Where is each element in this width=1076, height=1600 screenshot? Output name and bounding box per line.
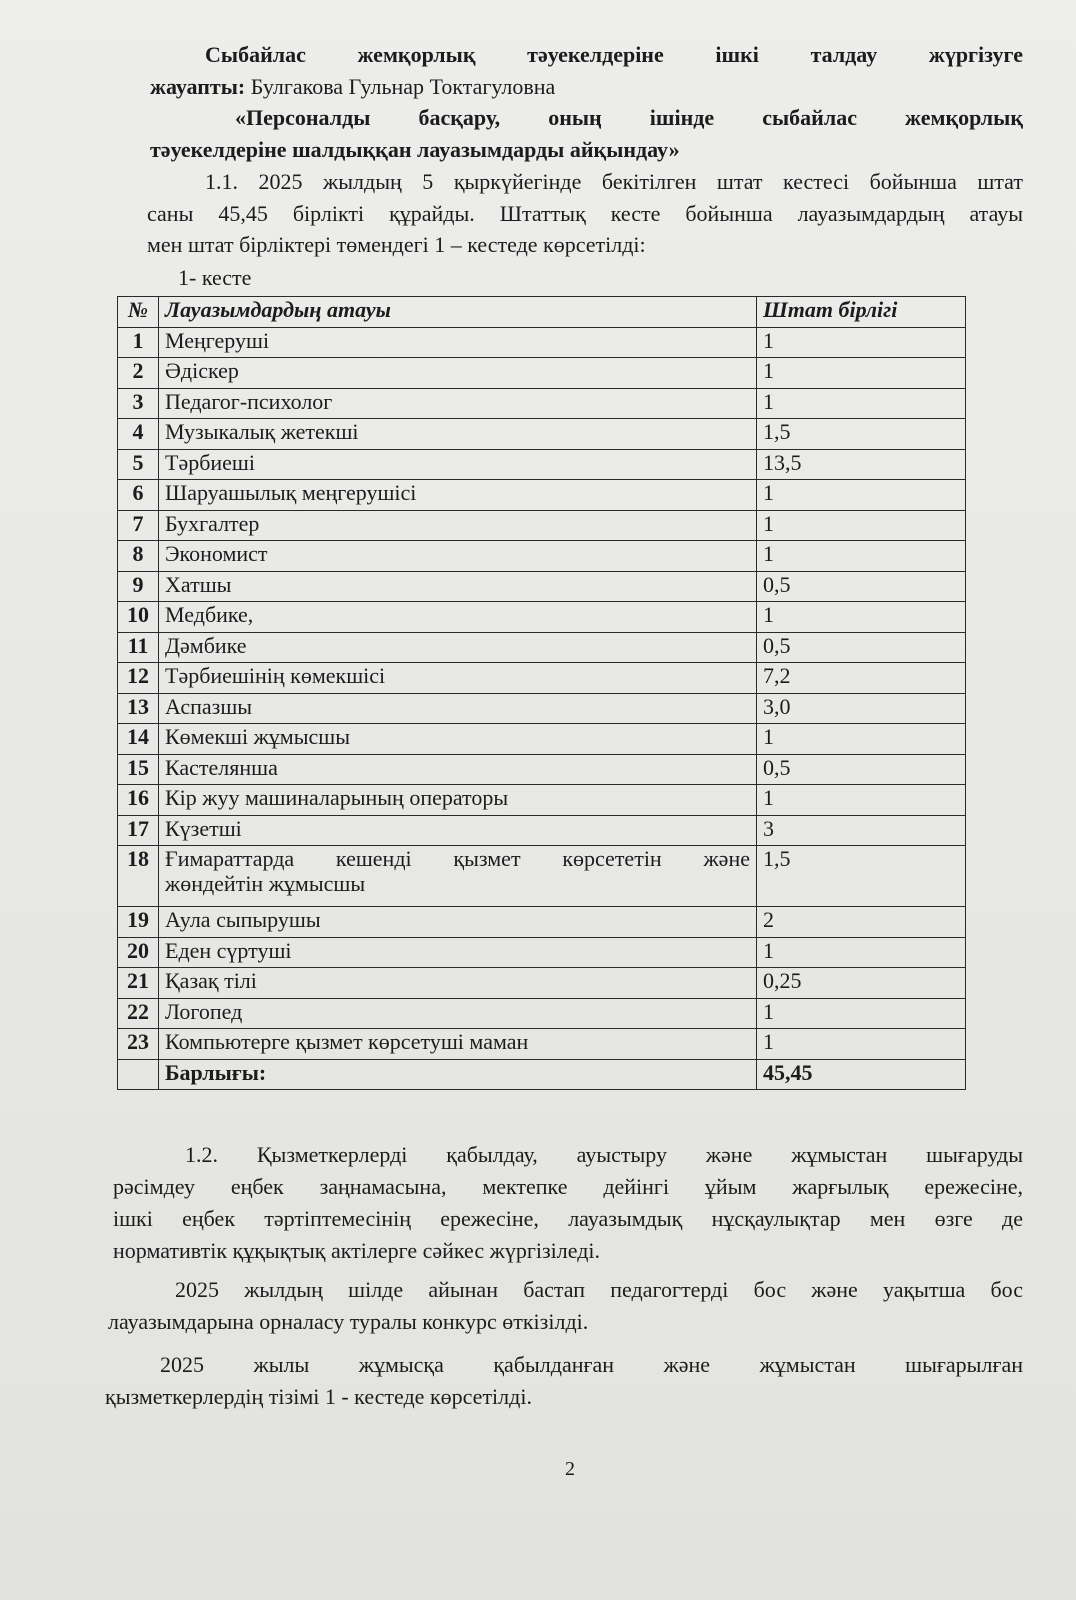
row-name: Кастелянша <box>159 754 757 785</box>
row-name: Еден сүртуші <box>159 937 757 968</box>
row-units: 3,0 <box>757 693 966 724</box>
row-num: 12 <box>118 663 159 694</box>
row-name: Хатшы <box>159 571 757 602</box>
row-name: Көмекші жұмысшы <box>159 724 757 755</box>
row-num: 20 <box>118 937 159 968</box>
table-header-row <box>118 297 966 328</box>
table-row <box>118 937 966 968</box>
table-row <box>118 907 966 938</box>
row-name-line2: жөндейтін жұмысшы <box>165 871 366 896</box>
row-units: 0,5 <box>757 754 966 785</box>
row-num: 16 <box>118 785 159 816</box>
total-value: 45,45 <box>757 1059 966 1090</box>
table-row <box>118 510 966 541</box>
row-name-line1: Ғимараттарда кешенді қызмет көрсететін және <box>165 846 750 871</box>
row-units: 1,5 <box>757 846 966 907</box>
header-name: Лауазымдардың атауы <box>159 297 757 328</box>
total-label: Барлығы: <box>159 1059 757 1090</box>
row-num: 8 <box>118 541 159 572</box>
row-name: Меңгеруші <box>159 327 757 358</box>
row-units: 3 <box>757 815 966 846</box>
para-1-1-line3: мен штат бірліктері төмендегі 1 – кестеде көрсетілді: <box>147 232 646 257</box>
header-num: № <box>118 297 159 328</box>
row-units: 1 <box>757 388 966 419</box>
table-row <box>118 663 966 694</box>
row-num: 3 <box>118 388 159 419</box>
table-row <box>118 968 966 999</box>
table-row <box>118 480 966 511</box>
row-units: 0,25 <box>757 968 966 999</box>
row-units: 0,5 <box>757 632 966 663</box>
table-row <box>118 602 966 633</box>
row-name: Компьютерге қызмет көрсетуші маман <box>159 1029 757 1060</box>
row-units: 1 <box>757 998 966 1029</box>
row-units: 1 <box>757 937 966 968</box>
row-num: 13 <box>118 693 159 724</box>
row-num: 23 <box>118 1029 159 1060</box>
table-row <box>118 754 966 785</box>
table-row <box>118 632 966 663</box>
para-1-1-line2: саны 45,45 бірлікті құрайды. Штаттық кесте бойынша лауазымдардың атауы <box>147 201 1023 226</box>
row-name: Әдіскер <box>159 358 757 389</box>
row-units: 1 <box>757 541 966 572</box>
row-name: Қазақ тілі <box>159 968 757 999</box>
row-units: 1 <box>757 602 966 633</box>
table-row <box>118 998 966 1029</box>
row-num: 4 <box>118 419 159 450</box>
row-name <box>159 846 757 907</box>
row-name: Аула сыпырушы <box>159 907 757 938</box>
para-1-1-line1: 1.1. 2025 жылдың 5 қыркүйегінде бекітілген штат кестесі бойынша штат <box>205 169 1023 194</box>
row-name: Экономист <box>159 541 757 572</box>
row-units: 1 <box>757 327 966 358</box>
table-caption: 1- кесте <box>178 265 252 290</box>
row-num: 6 <box>118 480 159 511</box>
table-row <box>118 785 966 816</box>
row-units: 7,2 <box>757 663 966 694</box>
table-row <box>118 815 966 846</box>
row-num: 14 <box>118 724 159 755</box>
para-1-2-line3: ішкі еңбек тәртіптемесінің ережесіне, лауазымдық нұсқаулықтар мен өзге де <box>113 1206 1023 1231</box>
row-num: 5 <box>118 449 159 480</box>
row-name: Медбике, <box>159 602 757 633</box>
table-row <box>118 1029 966 1060</box>
row-name: Кір жуу машиналарының операторы <box>159 785 757 816</box>
para-1-2-line1: 1.2. Қызметкерлерді қабылдау, ауыстыру және жұмыстан шығаруды <box>185 1142 1023 1167</box>
row-name: Шаруашылық меңгерушісі <box>159 480 757 511</box>
responsible-person: Булгакова Гульнар Токтагуловна <box>250 74 556 99</box>
row-units: 0,5 <box>757 571 966 602</box>
table-row <box>118 419 966 450</box>
para-1-2-line4: нормативтік құқықтық актілерге сәйкес жүргізіледі. <box>113 1238 601 1263</box>
table-row <box>118 327 966 358</box>
responsible-line <box>150 72 1020 102</box>
row-name: Күзетші <box>159 815 757 846</box>
table-total-row <box>118 1059 966 1090</box>
section-title-line2: тәуекелдеріне шалдыққан лауазымдарды айқындау» <box>150 137 680 162</box>
staff-table <box>117 296 966 1090</box>
row-num: 2 <box>118 358 159 389</box>
row-name: Тәрбиеші <box>159 449 757 480</box>
row-units: 1 <box>757 1029 966 1060</box>
row-units: 1,5 <box>757 419 966 450</box>
row-units: 1 <box>757 510 966 541</box>
row-num: 15 <box>118 754 159 785</box>
para-1-2-line2: рәсімдеу еңбек заңнамасына, мектепке дейінгі ұйым жарғылық ережесіне, <box>113 1174 1023 1199</box>
table-row <box>118 724 966 755</box>
table-row <box>118 693 966 724</box>
header-units: Штат бірлігі <box>757 297 966 328</box>
row-units: 1 <box>757 785 966 816</box>
row-units: 1 <box>757 480 966 511</box>
row-units: 1 <box>757 358 966 389</box>
row-num: 9 <box>118 571 159 602</box>
row-num: 22 <box>118 998 159 1029</box>
row-num: 7 <box>118 510 159 541</box>
table-row <box>118 358 966 389</box>
para-contest-line1: 2025 жылдың шілде айынан бастап педагогтерді бос және уақытша бос <box>175 1277 1023 1302</box>
row-num: 19 <box>118 907 159 938</box>
row-num: 18 <box>118 846 159 907</box>
table-row <box>118 449 966 480</box>
table-row <box>118 571 966 602</box>
row-name: Музыкалық жетекші <box>159 419 757 450</box>
para-list-line2: қызметкерлердің тізімі 1 - кестеде көрсетілді. <box>105 1384 532 1409</box>
row-name: Аспазшы <box>159 693 757 724</box>
row-num: 10 <box>118 602 159 633</box>
responsible-label-line1: Сыбайлас жемқорлық тәуекелдеріне ішкі талдау жүргізуге <box>205 42 1023 67</box>
row-num: 11 <box>118 632 159 663</box>
table-row <box>118 388 966 419</box>
table-row <box>118 541 966 572</box>
table-row <box>118 846 966 907</box>
responsible-label: жауапты: <box>150 74 246 99</box>
row-num: 17 <box>118 815 159 846</box>
section-title-line1: «Персоналды басқару, оның ішінде сыбайлас жемқорлық <box>235 105 1023 130</box>
row-num: 1 <box>118 327 159 358</box>
total-num-empty <box>118 1059 159 1090</box>
row-units: 1 <box>757 724 966 755</box>
row-name: Тәрбиешінің көмекшісі <box>159 663 757 694</box>
row-units: 13,5 <box>757 449 966 480</box>
row-name: Педагог-психолог <box>159 388 757 419</box>
para-list-line1: 2025 жылы жұмысқа қабылданған және жұмыстан шығарылған <box>160 1352 1023 1377</box>
row-name: Бухгалтер <box>159 510 757 541</box>
page-number: 2 <box>565 1458 575 1480</box>
row-name: Дәмбике <box>159 632 757 663</box>
row-num: 21 <box>118 968 159 999</box>
row-name: Логопед <box>159 998 757 1029</box>
row-units: 2 <box>757 907 966 938</box>
para-contest-line2: лауазымдарына орналасу туралы конкурс өткізілді. <box>108 1309 589 1334</box>
